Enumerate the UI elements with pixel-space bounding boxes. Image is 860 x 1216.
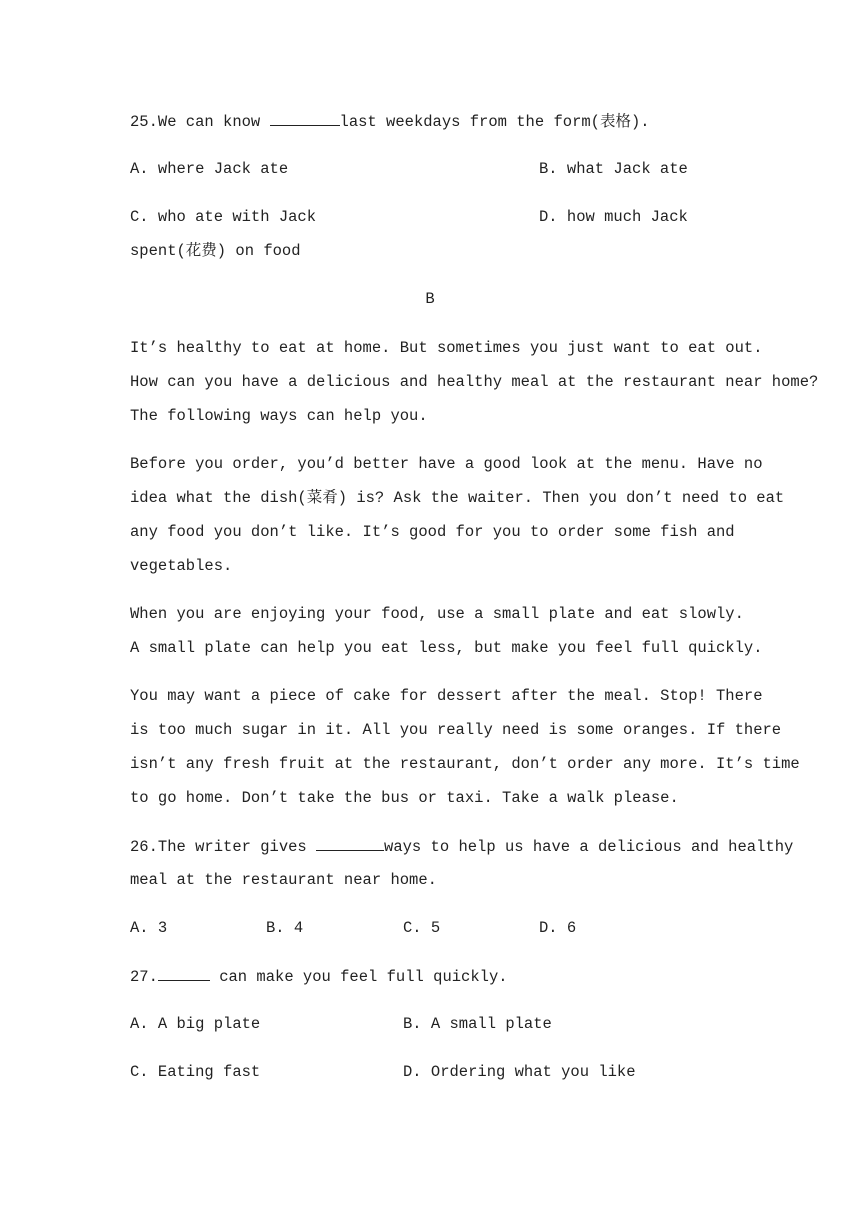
q25-option-b: B. what Jack ate <box>539 160 688 178</box>
passage-p1-line-2: How can you have a delicious and healthy meal at the restaurant near home? <box>130 373 819 391</box>
q26-option-b: B. 4 <box>266 919 304 937</box>
q26-stem <box>130 836 794 857</box>
passage-p4-line-3: isn’t any fresh fruit at the restaurant, don’t order any more. It’s time <box>130 755 800 773</box>
q25-option-d: D. how much Jack <box>539 208 688 226</box>
passage-p3-line-1: When you are enjoying your food, use a small plate and eat slowly. <box>130 605 744 623</box>
q27-stem-before: 27. <box>130 968 158 986</box>
q27-option-a: A. A big plate <box>130 1015 261 1033</box>
q25-stem-after: last weekdays from the form(表格). <box>339 113 650 131</box>
q27-stem <box>130 966 508 987</box>
passage-p2-line-3: any food you don’t like. It’s good for you to order some fish and <box>130 523 735 541</box>
q26-stem-line-2: meal at the restaurant near home. <box>130 871 437 889</box>
q26-stem-before: 26.The writer gives <box>130 838 317 856</box>
q25-option-a: A. where Jack ate <box>130 160 289 178</box>
q25-option-d-continued: spent(花费) on food <box>130 242 301 260</box>
q25-option-c: C. who ate with Jack <box>130 208 317 226</box>
passage-title: B <box>425 290 435 308</box>
q25-blank <box>270 111 340 126</box>
q27-option-c: C. Eating fast <box>130 1063 261 1081</box>
passage-p2-line-4: vegetables. <box>130 557 233 575</box>
q27-blank <box>158 966 210 981</box>
passage-p3-line-2: A small plate can help you eat less, but make you feel full quickly. <box>130 639 763 657</box>
q26-option-c: C. 5 <box>403 919 441 937</box>
q27-stem-after: can make you feel full quickly. <box>209 968 508 986</box>
q27-option-d: D. Ordering what you like <box>403 1063 636 1081</box>
q26-stem-after: ways to help us have a delicious and healthy <box>384 838 794 856</box>
passage-p2-line-1: Before you order, you’d better have a good look at the menu. Have no <box>130 455 763 473</box>
passage-p1-line-3: The following ways can help you. <box>130 407 428 425</box>
passage-p4-line-4: to go home. Don’t take the bus or taxi. Take a walk please. <box>130 789 679 807</box>
q26-option-a: A. 3 <box>130 919 168 937</box>
passage-p4-line-1: You may want a piece of cake for dessert after the meal. Stop! There <box>130 687 763 705</box>
passage-p2-line-2: idea what the dish(菜肴) is? Ask the waiter. Then you don’t need to eat <box>130 489 785 507</box>
passage-p4-line-2: is too much sugar in it. All you really need is some oranges. If there <box>130 721 782 739</box>
passage-p1-line-1: It’s healthy to eat at home. But sometimes you just want to eat out. <box>130 339 763 357</box>
q27-option-b: B. A small plate <box>403 1015 552 1033</box>
q25-stem-before: 25.We can know <box>130 113 270 131</box>
q26-option-d: D. 6 <box>539 919 577 937</box>
q26-blank <box>316 836 384 851</box>
q25-stem <box>130 111 650 132</box>
